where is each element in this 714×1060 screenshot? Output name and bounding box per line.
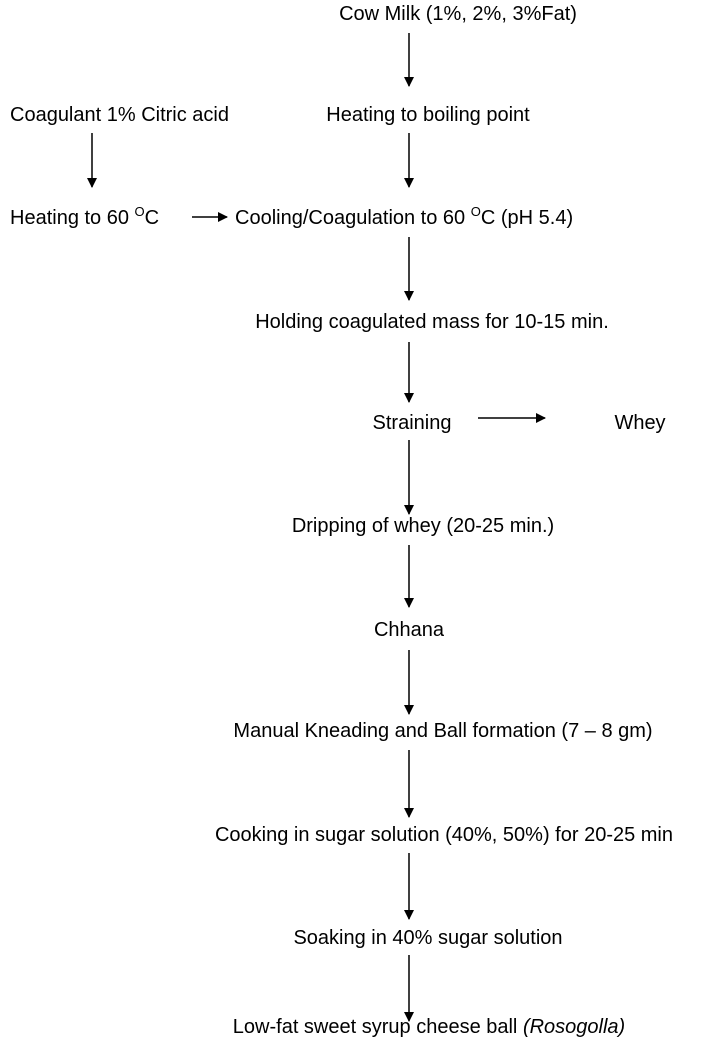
step-dripping: Dripping of whey (20-25 min.) [291,515,555,537]
coagulant-heating-text: Heating to 60 [10,207,135,229]
step-final-product [233,1015,625,1039]
cooling-unit: C (pH 5.4) [480,207,574,229]
step-kneading: Manual Kneading and Ball formation (7 – 8 gm) [233,720,653,742]
final-product-name: (Rosogolla) [522,1016,626,1038]
step-cooking: Cooking in sugar solution (40%, 50%) for 20-25 min [214,824,674,846]
final-product-text: Low-fat sweet syrup cheese ball [232,1016,523,1038]
step-cow-milk: Cow Milk (1%, 2%, 3%Fat) [339,3,577,25]
output-whey: Whey [614,412,666,434]
step-heating-boiling: Heating to boiling point [326,104,530,126]
step-cooling-coagulation [235,206,573,230]
step-holding: Holding coagulated mass for 10-15 min. [255,311,609,333]
cooling-text: Cooling/Coagulation to 60 [235,207,471,229]
degree-superscript: O [134,204,145,219]
step-chhana: Chhana [373,619,445,641]
coagulant-heating [10,206,159,230]
coagulant-heating-unit: C [144,207,160,229]
step-straining: Straining [372,412,452,434]
coagulant-label: Coagulant 1% Citric acid [10,104,229,126]
step-soaking: Soaking in 40% sugar solution [293,927,563,949]
degree-superscript: O [470,204,481,219]
